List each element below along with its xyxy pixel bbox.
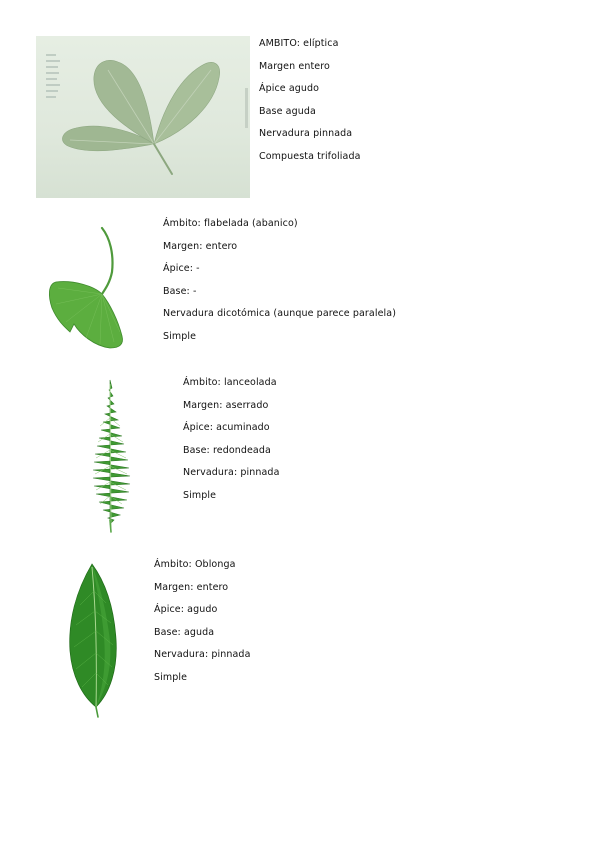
leaf-3-margen: Margen: aserrado — [183, 399, 269, 411]
leaf-2-base: Base: - — [163, 285, 197, 297]
leaf-3-tipo: Simple — [183, 489, 217, 501]
leaf-4-base: Base: aguda — [154, 626, 215, 638]
leaf-1-apice: Ápice agudo — [259, 83, 320, 94]
leaf-1-description — [259, 38, 361, 173]
leaf-1-tipo: Compuesta trifoliada — [259, 150, 361, 162]
ginkgo-leaf-icon — [44, 224, 128, 352]
leaf-2-nervadura: Nervadura dicotómica (aunque parece paralela) — [163, 308, 396, 319]
leaf-2-ambito: Ámbito: flabelada (abanico) — [163, 218, 298, 229]
leaf-1-base: Base aguda — [259, 105, 316, 117]
leaf-2-description — [163, 218, 396, 353]
leaf-4-description — [154, 559, 251, 694]
leaf-3-description — [183, 377, 280, 512]
leaf-1-ambito: AMBITO: elíptica — [259, 38, 339, 49]
leaf-2-apice: Ápice: - — [163, 263, 200, 274]
leaf-3-ambito: Ámbito: lanceolada — [183, 377, 277, 388]
leaf-2-margen: Margen: entero — [163, 240, 238, 252]
leaf-3-base: Base: redondeada — [183, 444, 271, 456]
trifoliate-leaf-photo — [36, 36, 250, 198]
leaf-4-nervadura: Nervadura: pinnada — [154, 649, 251, 660]
leaf-4-ambito: Ámbito: Oblonga — [154, 559, 236, 570]
leaf-2-tipo: Simple — [163, 330, 197, 342]
leaf-4-margen: Margen: entero — [154, 581, 229, 593]
oblong-leaf-icon — [66, 561, 120, 719]
leaf-1-margen: Margen entero — [259, 60, 330, 72]
trifoliate-leaf-icon — [36, 36, 250, 198]
leaf-3-apice: Ápice: acuminado — [183, 422, 270, 433]
leaf-4-apice: Ápice: agudo — [154, 604, 218, 615]
leaf-4-tipo: Simple — [154, 671, 188, 683]
serrated-leaf-icon — [86, 378, 140, 534]
leaf-3-nervadura: Nervadura: pinnada — [183, 467, 280, 478]
leaf-1-nervadura: Nervadura pinnada — [259, 128, 353, 139]
